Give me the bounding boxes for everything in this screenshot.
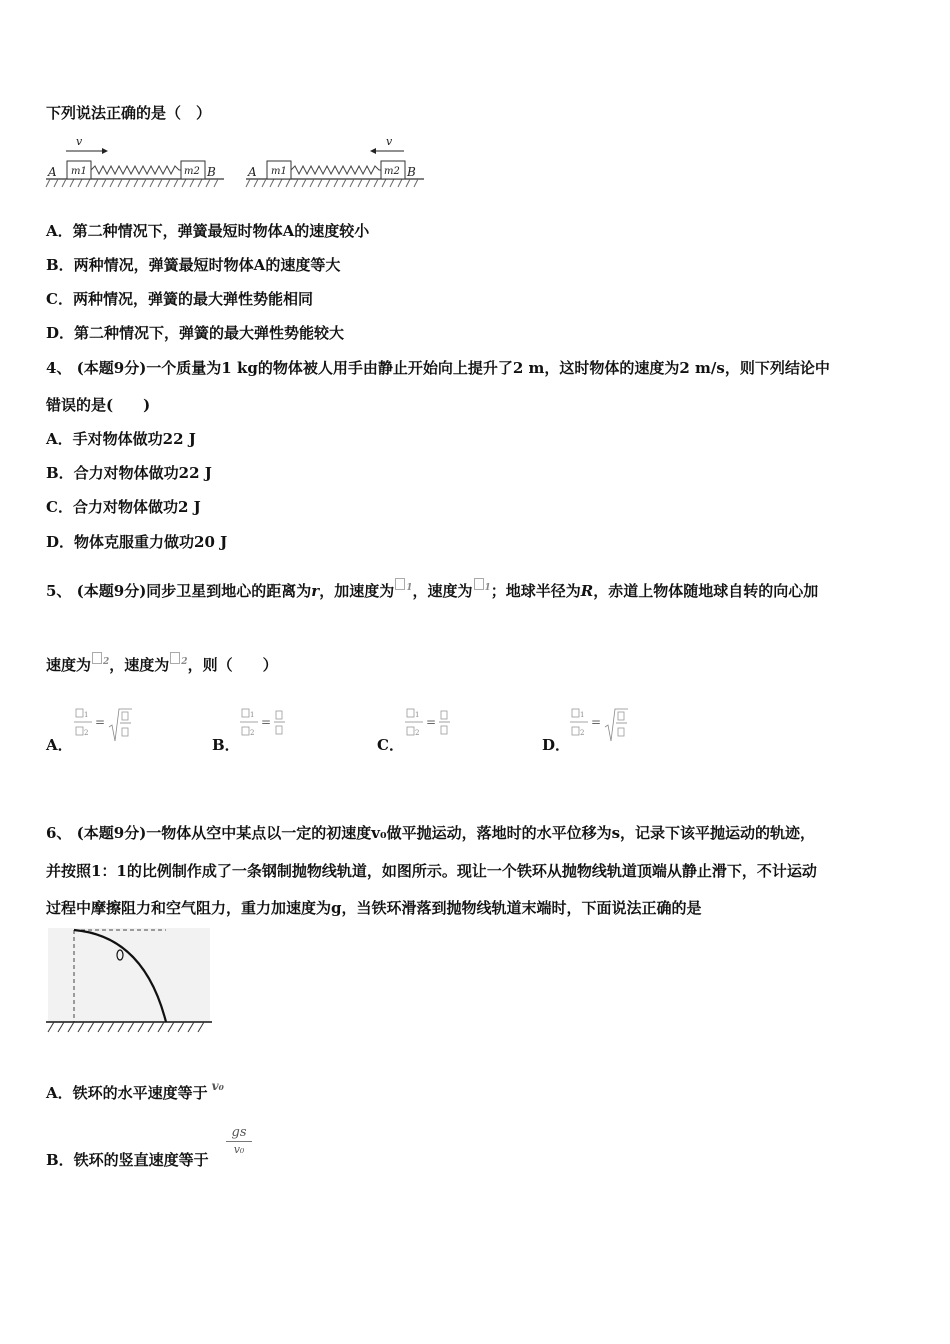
svg-text:m1: m1 (271, 166, 287, 177)
q3-option-d: D．第二种情况下，弹簧的最大弹性势能较大 (46, 324, 345, 342)
q4-option-d: D．物体克服重力做功20 J (46, 533, 228, 551)
q4-stem-line2: 错误的是( ) (46, 396, 151, 414)
formula-ratio (403, 705, 463, 745)
formula-ratio (238, 705, 298, 745)
label-v: v (76, 135, 83, 148)
q6-option-b: B．铁环的竖直速度等于 (46, 1151, 209, 1169)
q5-stem-line1: 5、 (本题9分)同步卫星到地心的距离为r，加速度为 $^1$，速度为 $^1$；地球半径为R，赤道上物体随地球自转的向心加 (46, 578, 818, 601)
formula-sqrt-ratio (568, 705, 628, 745)
formula-sqrt-ratio (72, 705, 132, 745)
svg-text:2: 2 (415, 729, 420, 737)
svg-text:1: 1 (415, 711, 420, 719)
q5-options: A． 1 2 = B． 1 2 = C． 1 2 = D． 1 2 = (46, 705, 746, 755)
label-B: B (207, 165, 216, 179)
q6-stem-line2: 并按照1：1的比例制作成了一条钢制抛物线轨道，如图所示。现让一个铁环从抛物线轨道顶端从静止滑下，不计运动 (46, 862, 817, 880)
svg-text:=: = (95, 715, 106, 729)
svg-text:1: 1 (250, 711, 255, 719)
q4-option-b: B．合力对物体做功22 J (46, 464, 212, 482)
label-m2: m2 (184, 166, 200, 177)
q3-option-c: C．两种情况，弹簧的最大弹性势能相同 (46, 290, 313, 308)
svg-text:m2: m2 (384, 166, 400, 177)
spring-figure-left (46, 135, 224, 187)
svg-text:v: v (386, 135, 393, 148)
question-intro: 下列说法正确的是（ ） (46, 104, 212, 122)
svg-text:2: 2 (580, 729, 585, 737)
q4-option-c: C．合力对物体做功2 J (46, 498, 201, 516)
formula-placeholder (395, 578, 405, 590)
q6-stem-line3: 过程中摩擦阻力和空气阻力，重力加速度为g，当铁环滑落到抛物线轨道末端时，下面说法正确的是 (46, 899, 702, 917)
svg-text:B: B (407, 165, 416, 179)
q6-stem-line1: 6、 (本题9分)一物体从空中某点以一定的初速度v₀做平抛运动，落地时的水平位移为s，记录下该平抛运动的轨迹， (46, 824, 816, 842)
q6-option-a: A．铁环的水平速度等于 $^{v_0}$ (46, 1079, 224, 1102)
svg-text:=: = (591, 715, 602, 729)
svg-text:2: 2 (84, 729, 89, 737)
spring-collision-figure (44, 135, 434, 191)
svg-text:1: 1 (580, 711, 585, 719)
q4-stem-line1: 4、 (本题9分)一个质量为1 kg的物体被人用手由静止开始向上提升了2 m，这时物体的速度为2 m/s，则下列结论中 (46, 359, 830, 377)
label-m1: m1 (71, 166, 87, 177)
q3-option-a: A．第二种情况下，弹簧最短时物体A的速度较小 (46, 222, 370, 240)
svg-text:=: = (426, 715, 437, 729)
formula-placeholder (474, 578, 484, 590)
q5-stem-line2: 速度为 $^2$，速度为 $^2$，则（ ） (46, 652, 278, 675)
q3-option-b: B．两种情况，弹簧最短时物体A的速度等大 (46, 256, 341, 274)
formula-placeholder (92, 652, 102, 664)
label-A: A (48, 165, 57, 179)
svg-text:=: = (261, 715, 272, 729)
svg-text:2: 2 (250, 729, 255, 737)
svg-text:1: 1 (84, 711, 89, 719)
q6-option-b-fraction: gs v₀ (226, 1125, 252, 1158)
formula-placeholder (170, 652, 180, 664)
spring-figure-right (246, 135, 424, 187)
svg-text:A: A (248, 165, 257, 179)
parabola-track-figure (44, 926, 214, 1036)
q4-option-a: A．手对物体做功22 J (46, 430, 196, 448)
